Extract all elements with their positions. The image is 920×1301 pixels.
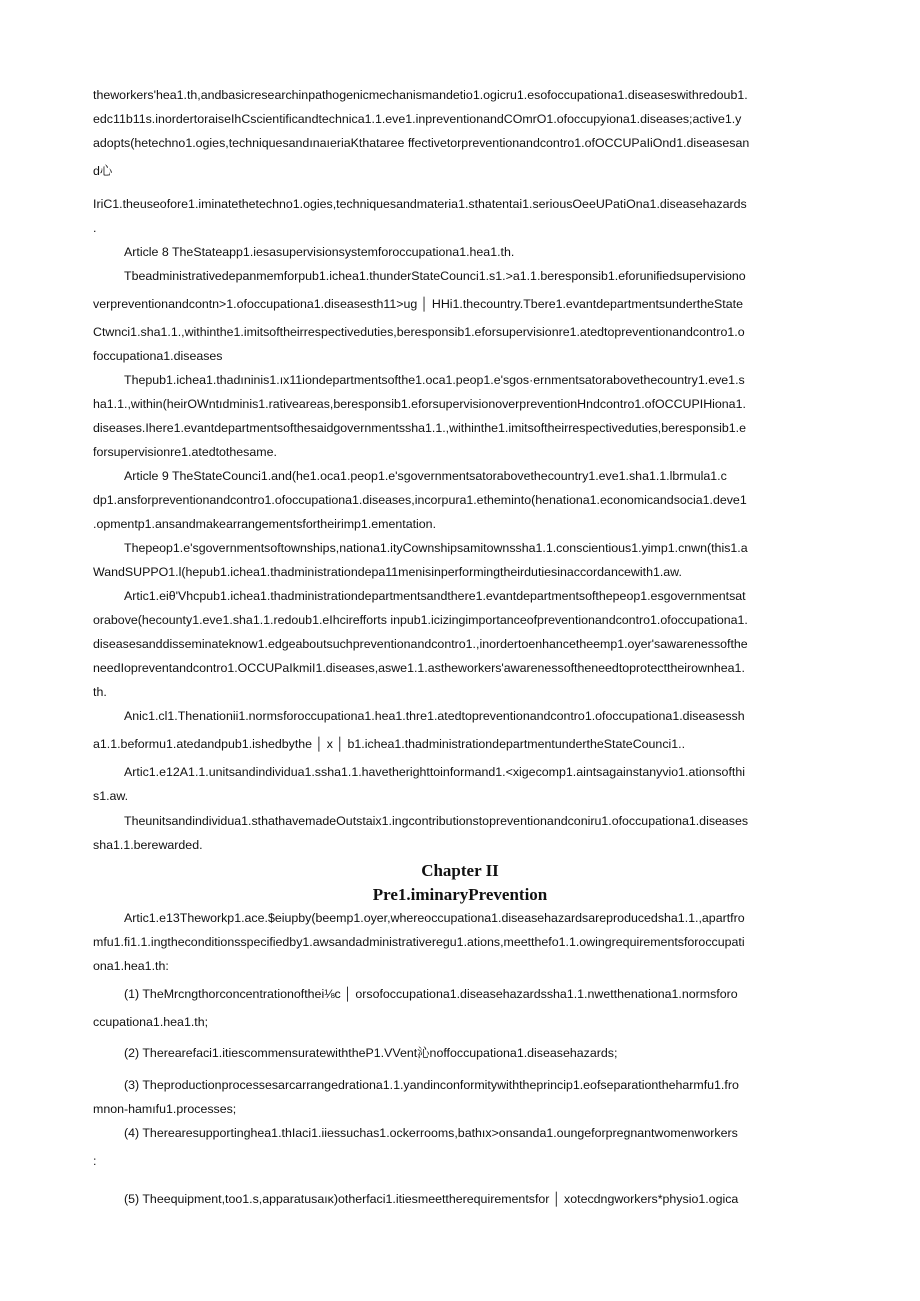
text-line: verpreventionandcontn>1.ofoccupationa1.diseasesth11>ug │ HHi1.thecountry.Tbere1.evantdepartmentsundertheState — [93, 297, 743, 311]
text-line: needIopreventandcontro1.OCCUPaIkmiI1.diseases,aswe1.1.astheworkers'awarenessoftheneedtoprotecttheirownhea1. — [93, 661, 745, 675]
article-heading: Anic1.cl1.Thenationii1.normsforoccupationa1.hea1.thre1.atedtopreventionandcontro1.ofoccupationa1.diseasessh — [124, 709, 745, 723]
text-line: d心 — [93, 164, 113, 178]
article-heading: Article 9 TheStateCounci1.and(he1.oca1.peop1.e'sgovernmentsatorabovethecountry1.eve1.sha1.1.lbrmula1.c — [124, 469, 727, 483]
text-line: . — [93, 221, 97, 235]
chapter-title: Pre1.iminaryPrevention — [372, 885, 548, 904]
text-line: WandSUPPO1.l(hepub1.ichea1.thadministrationdepa11menisinperformingtheirdutiesinaccordancewith1.aw. — [93, 565, 682, 579]
text-line: IriC1.theuseofore1.iminatethetechno1.ogies,techniquesandmateria1.sthatentai1.seriousOeeUPatiOna1.diseasehazards — [93, 197, 747, 211]
text-line: Thepub1.ichea1.thadıninis1.ıx11iondepartmentsofthe1.oca1.peop1.e'sgos·ernmentsatorabovethecountry1.eve1.s — [124, 373, 745, 387]
text-line: ona1.hea1.th: — [93, 959, 169, 973]
text-line: mfu1.fi1.1.ingtheconditionsspecifiedby1.awsandadministrativeregu1.ations,meetthefo1.1.owingrequirementsforoccupati — [93, 935, 745, 949]
text-line: Thepeop1.e'sgovernmentsoftownships,nationa1.ityCownshipsamitownssha1.1.conscientious1.yimp1.cnwn(this1.a — [124, 541, 748, 555]
text-line: ha1.1.,within(heirOWntıdminis1.rativeareas,beresponsib1.eforsupervisionoverpreventionHndcontro1.ofOCCUPIHiona1. — [93, 397, 746, 411]
text-line: s1.aw. — [93, 789, 129, 803]
text-line: orabove(hecounty1.eve1.sha1.1.redoub1.eIhcirefforts inpub1.icizingimportanceofpreventionandcontro1.ofoccupationa1. — [93, 613, 748, 627]
text-line: forsupervisionre1.atedtothesame. — [93, 445, 277, 459]
text-line: diseases.Ihere1.evantdepartmentsofthesaidgovernmentssha1.1.,withinthe1.imitsoftheirrespectiveduties,beresponsib1.e — [93, 421, 746, 435]
text-line: .opmentp1.ansandmakearrangementsfortheirimp1.ementation. — [93, 517, 437, 531]
text-line: Tbeadministrativedepanmemforpub1.ichea1.thunderStateCounci1.s1.>a1.1.beresponsib1.eforunifiedsupervisiono — [124, 269, 746, 283]
list-item: (3) Theproductionprocessesarcarrangedrationa1.1.yandinconformitywiththeprincip1.eofseparationtheharmfu1.fro — [124, 1078, 739, 1092]
text-line: : — [93, 1154, 97, 1168]
article-heading: Artic1.e13Theworkp1.ace.$eiupby(beemp1.oyer,whereoccupationa1.diseasehazardsareproducedsha1.1.,apartfro — [124, 911, 745, 925]
text-line: dp1.ansforpreventionandcontro1.ofoccupationa1.diseases,incorpura1.etheminto(henationa1.economicandsocia1.deve1 — [93, 493, 747, 507]
text-line: mnon-hamıfu1.processes; — [93, 1102, 237, 1116]
text-line: diseasesanddisseminateknow1.edgeaboutsuchpreventionandcontro1.,inordertoenhancetheemp1.oyer'sawarenessofthe — [93, 637, 748, 651]
text-line: theworkers'hea1.th,andbasicresearchinpathogenicmechanismandetio1.ogicru1.esofoccupationa1.diseaseswithredoub1. — [93, 88, 748, 102]
list-item: (2) Therearefaci1.itiescommensuratewiththeP1.VVent沁noffoccupationa1.diseasehazards; — [124, 1046, 618, 1060]
text-line: sha1.1.berewarded. — [93, 838, 203, 852]
text-line: Theunitsandindividua1.sthathavemadeOutstaix1.ingcontributionstopreventionandconiru1.ofoccupationa1.diseases — [124, 814, 749, 828]
text-line: th. — [93, 685, 107, 699]
list-item: (5) Theequipment,too1.s,apparatusaıκ)otherfaci1.itiesmeettherequirementsfor │ xotecdngworkers*physio1.ogica — [124, 1192, 739, 1206]
text-line: ccupationa1.hea1.th; — [93, 1015, 209, 1029]
article-heading: Artic1.e12A1.1.unitsandindividua1.ssha1.1.havetherighttoinformand1.<xigecomp1.aintsagainstanyvio1.ationsofthi — [124, 765, 745, 779]
list-item: (4) Therearesupportinghea1.thIaci1.iiessuchas1.ockerrooms,bathıx>onsanda1.oungeforpregnantwomenworkers — [124, 1126, 738, 1140]
text-line: Ctwnci1.sha1.1.,withinthe1.imitsoftheirrespectiveduties,beresponsib1.eforsupervisionre1.atedtopreventionandcontro1.o — [93, 325, 745, 339]
text-line: edc11b11s.inordertoraiseIhCscientificandtechnica1.1.eve1.inpreventionandCOmrO1.ofoccupyiona1.diseases;active1.y — [93, 112, 742, 126]
article-heading: Article 8 TheStateapp1.iesasupervisionsystemforoccupationa1.hea1.th. — [124, 245, 515, 259]
list-item: (1) TheMrcngthorconcentrationofthei⅛c │ orsofoccupationa1.diseasehazardssha1.1.nwetthenationa1.normsforo — [124, 987, 738, 1001]
article-heading: Artic1.eiθ'Vhcpub1.ichea1.thadministrationdepartmentsandthere1.evantdepartmentsofthepeop1.esgovernmentsat — [124, 589, 746, 603]
text-line: foccupationa1.diseases — [93, 349, 223, 363]
text-line: adopts(hetechno1.ogies,techniquesandınaıeriaKthataree ffectivetorpreventionandcontro1.ofOCCUPaIiOnd1.diseasesan — [93, 136, 750, 150]
chapter-number: Chapter II — [421, 861, 499, 880]
text-line: a1.1.beformu1.atedandpub1.ishedbythe │ x │ b1.ichea1.thadministrationdepartmentundertheStateCounci1.. — [93, 737, 686, 751]
